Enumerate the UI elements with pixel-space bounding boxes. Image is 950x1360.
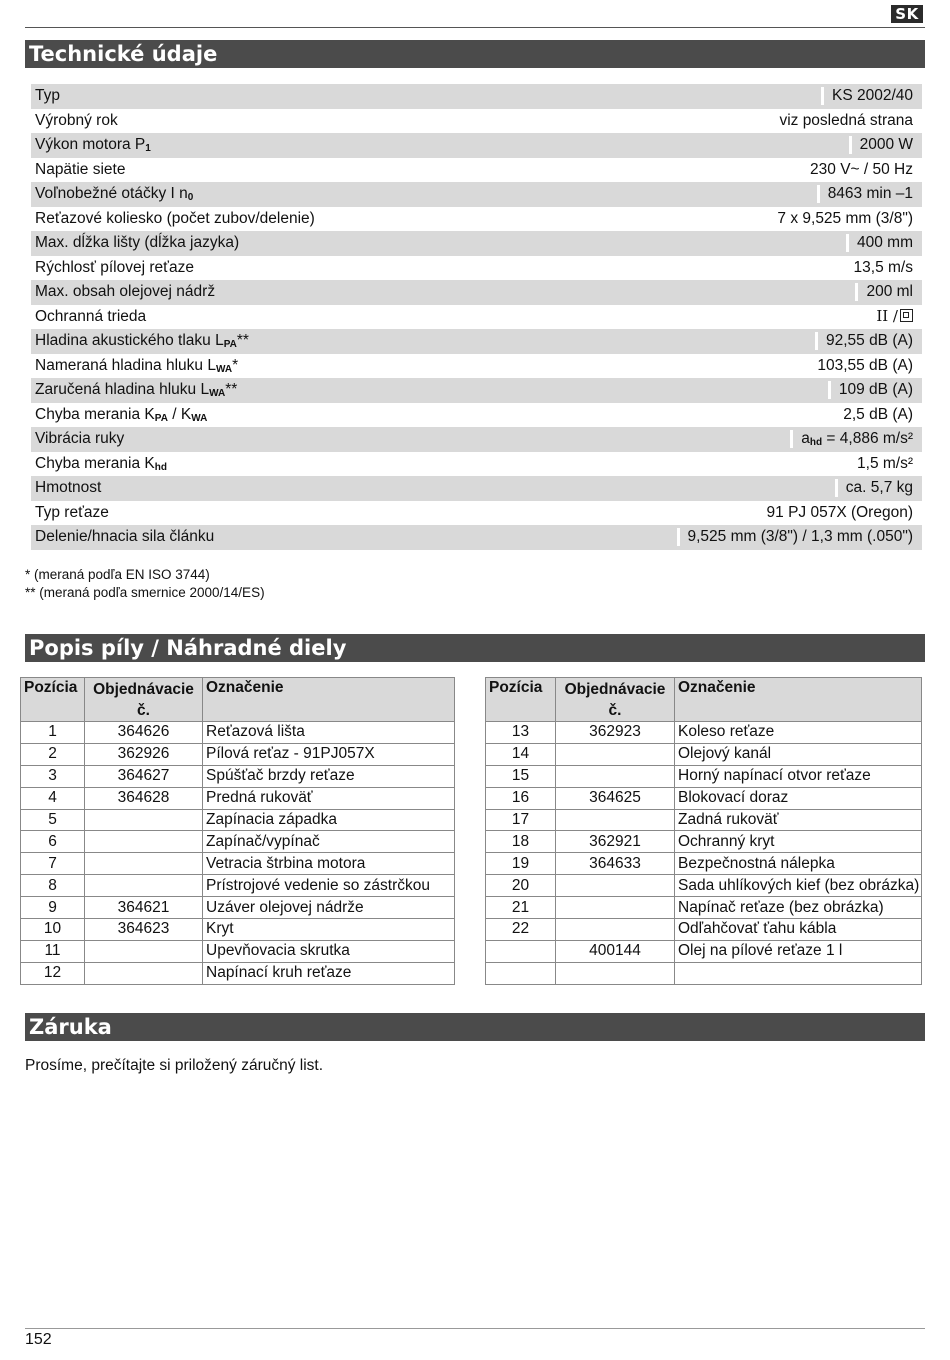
part-designation: Reťazová lišta: [203, 722, 455, 744]
spec-label: [35, 430, 124, 448]
spec-value: [790, 430, 913, 448]
table-row: [21, 743, 455, 765]
spec-label: [35, 161, 125, 179]
spec-row: [31, 476, 922, 501]
table-row: [21, 940, 455, 962]
part-designation: Blokovací doraz: [675, 787, 922, 809]
table-row: [486, 875, 922, 897]
part-order-number: [85, 875, 203, 897]
part-designation: Kryt: [203, 919, 455, 941]
spec-value-text: viz posledná strana: [779, 111, 913, 129]
part-position: 9: [21, 897, 85, 919]
part-designation: [675, 962, 922, 984]
part-position: 19: [486, 853, 556, 875]
spec-value: [677, 528, 914, 546]
top-rule: [25, 27, 925, 28]
part-order-number: 364627: [85, 765, 203, 787]
spec-label-suffix: **: [225, 381, 238, 399]
table-row: [21, 787, 455, 809]
spec-label: [35, 283, 215, 301]
spec-value-text: II /: [876, 307, 898, 326]
spec-value: [817, 185, 913, 203]
spec-value-text: 92,55 dB (A): [825, 332, 913, 350]
part-position: 7: [21, 853, 85, 875]
spec-label-subscript: PA: [154, 412, 168, 424]
part-designation: Napínač reťaze (bez obrázka): [675, 897, 922, 919]
footnotes: [25, 566, 265, 602]
part-order-number: [556, 765, 675, 787]
spec-label: [35, 504, 109, 522]
part-order-number: [556, 919, 675, 941]
double-insulation-icon: [900, 309, 913, 322]
spec-label-text: Výkon motora P: [35, 136, 146, 154]
table-row: [21, 831, 455, 853]
table-row: [21, 853, 455, 875]
part-order-number: 362923: [556, 722, 675, 744]
table-row: [21, 919, 455, 941]
spec-value: [815, 332, 913, 350]
part-designation: Zadná rukoväť: [675, 809, 922, 831]
part-designation: Pílová reťaz - 91PJ057X: [203, 743, 455, 765]
spec-value-text: 1,5 m/s²: [857, 454, 913, 472]
spec-label: [35, 455, 167, 473]
spec-row: [31, 158, 922, 183]
part-designation: Spúšťač brzdy reťaze: [203, 765, 455, 787]
spec-label-text: Ochranná trieda: [35, 307, 147, 325]
part-position: 3: [21, 765, 85, 787]
spec-row: [31, 109, 922, 134]
warranty-text: Prosíme, prečítajte si priložený záručný list.: [25, 1057, 324, 1074]
spec-label-text: Zaručená hladina hluku L: [35, 381, 210, 399]
part-designation: Upevňovacia skrutka: [203, 940, 455, 962]
spec-value-subscript: hd: [809, 437, 823, 449]
part-order-number: [556, 809, 675, 831]
spec-value: [846, 259, 913, 277]
spec-value-text: 9,525 mm (3/8") / 1,3 mm (.050"): [687, 528, 913, 546]
spec-label: [35, 406, 207, 424]
part-position: 6: [21, 831, 85, 853]
spec-label-suffix: *: [232, 356, 239, 374]
spec-label-text: Hladina akustického tlaku L: [35, 332, 224, 350]
parts-table-right: [485, 677, 922, 985]
spec-value-text: 200 ml: [866, 283, 913, 301]
table-row: [21, 897, 455, 919]
part-order-number: 362921: [556, 831, 675, 853]
part-designation: Horný napínací otvor reťaze: [675, 765, 922, 787]
part-order-number: [85, 853, 203, 875]
spec-label-text: Typ reťaze: [35, 503, 109, 521]
part-position: 5: [21, 809, 85, 831]
part-designation: Zapínač/vypínač: [203, 831, 455, 853]
spec-row: [31, 182, 922, 207]
part-order-number: 364626: [85, 722, 203, 744]
part-position: 2: [21, 743, 85, 765]
table-row: [486, 853, 922, 875]
spec-row: [31, 452, 922, 477]
part-designation: Odľahčovať ťahu kábla: [675, 919, 922, 941]
footnote: * (meraná podľa EN ISO 3744): [25, 567, 210, 582]
part-position: 11: [21, 940, 85, 962]
part-order-number: [556, 897, 675, 919]
spec-value-text: ca. 5,7 kg: [845, 479, 913, 497]
table-row: [486, 962, 922, 984]
part-order-number: [85, 809, 203, 831]
part-order-number: 364625: [556, 787, 675, 809]
spec-label-subscript: PA: [223, 339, 237, 351]
spec-label: [35, 87, 60, 105]
spec-label-text: Chyba merania K: [35, 405, 155, 423]
spec-value-text: 400 mm: [857, 234, 913, 252]
spec-row: [31, 403, 922, 428]
part-position: 10: [21, 919, 85, 941]
spec-label: [35, 528, 214, 546]
tech-section-title: Technické údaje: [25, 40, 925, 68]
part-designation: Ochranný kryt: [675, 831, 922, 853]
part-order-number: [556, 743, 675, 765]
spec-label-subscript: WA: [215, 363, 233, 375]
spec-label-text: Rýchlosť pílovej reťaze: [35, 258, 194, 276]
parts-section-title: Popis píly / Náhradné diely: [25, 634, 925, 662]
spec-value: [849, 455, 913, 473]
part-designation: Bezpečnostná nálepka: [675, 853, 922, 875]
spec-value: [855, 283, 913, 301]
spec-value-text: 91 PJ 057X (Oregon): [766, 503, 913, 521]
spec-row: [31, 305, 922, 330]
table-row: [486, 787, 922, 809]
spec-value: [809, 357, 913, 375]
table-row: [486, 722, 922, 744]
spec-label-text: Napätie siete: [35, 160, 126, 178]
spec-label-text: Vibrácia ruky: [35, 430, 125, 448]
spec-label: [35, 479, 101, 497]
spec-label-text: Chyba merania K: [35, 454, 155, 472]
part-designation: Uzáver olejovej nádrže: [203, 897, 455, 919]
parts-table-left: [20, 677, 455, 985]
footnote: ** (meraná podľa smernice 2000/14/ES): [25, 585, 265, 600]
spec-label-text: Voľnobežné otáčky I n: [35, 185, 188, 203]
spec-value: [835, 406, 913, 424]
spec-value-text: KS 2002/40: [831, 87, 913, 105]
spec-value: [821, 87, 913, 105]
part-order-number: 400144: [556, 940, 675, 962]
table-row: [486, 765, 922, 787]
spec-value: [849, 136, 913, 154]
part-position: 20: [486, 875, 556, 897]
header-order-number: Objednávacie č.: [556, 678, 675, 722]
part-order-number: 364623: [85, 919, 203, 941]
part-position: [486, 962, 556, 984]
header-designation: Označenie: [675, 678, 922, 722]
part-order-number: 362926: [85, 743, 203, 765]
spec-label-text: Nameraná hladina hluku L: [35, 356, 216, 374]
part-position: 17: [486, 809, 556, 831]
spec-value-text: = 4,886 m/s²: [822, 430, 913, 448]
spec-value: [828, 381, 913, 399]
spec-label-text: Typ: [35, 87, 60, 105]
header-position: Pozícia: [486, 678, 556, 722]
spec-row: [31, 207, 922, 232]
spec-value-text: 8463 min –1: [827, 185, 913, 203]
part-position: 1: [21, 722, 85, 744]
spec-row: [31, 501, 922, 526]
spec-label-subscript: WA: [191, 412, 208, 424]
page-number: 152: [25, 1331, 52, 1348]
part-position: [486, 940, 556, 962]
spec-label-text: Max. dĺžka lišty (dĺžka jazyka): [35, 234, 240, 252]
spec-label-text: Reťazové koliesko (počet zubov/delenie): [35, 209, 315, 227]
part-order-number: 364628: [85, 787, 203, 809]
tech-specs-table: [31, 84, 922, 550]
part-designation: Prístrojové vedenie so zástrčkou: [203, 875, 455, 897]
spec-row: [31, 256, 922, 281]
spec-label: [35, 210, 315, 228]
part-designation: Zapínacia západka: [203, 809, 455, 831]
spec-value: [835, 479, 913, 497]
spec-label: [35, 136, 151, 154]
spec-row: [31, 525, 922, 550]
table-row: [486, 831, 922, 853]
spec-value: [759, 504, 913, 522]
header-order-number: Objednávacie č.: [85, 678, 203, 722]
table-row: [486, 940, 922, 962]
spec-value: [771, 112, 913, 130]
spec-value-prefix: a: [801, 430, 810, 448]
table-row: [21, 765, 455, 787]
spec-value-text: 7 x 9,525 mm (3/8"): [777, 209, 913, 227]
part-position: 21: [486, 897, 556, 919]
part-order-number: [85, 962, 203, 984]
spec-row: [31, 427, 922, 452]
part-designation: Olej na pílové reťaze 1 l: [675, 940, 922, 962]
spec-value-text: 2,5 dB (A): [843, 405, 913, 423]
spec-label: [35, 357, 238, 375]
part-order-number: 364621: [85, 897, 203, 919]
header-position: Pozícia: [21, 678, 85, 722]
part-designation: Vetracia štrbina motora: [203, 853, 455, 875]
spec-row: [31, 354, 922, 379]
table-row: [486, 919, 922, 941]
part-designation: Koleso reťaze: [675, 722, 922, 744]
spec-row: [31, 133, 922, 158]
spec-label: [35, 308, 146, 326]
spec-label: [35, 234, 239, 252]
spec-row: [31, 280, 922, 305]
part-position: 18: [486, 831, 556, 853]
header-designation: Označenie: [203, 678, 455, 722]
spec-label-text: Delenie/hnacia sila článku: [35, 528, 215, 546]
part-designation: Napínací kruh reťaze: [203, 962, 455, 984]
spec-label-subscript: WA: [209, 388, 226, 400]
spec-value-text: 13,5 m/s: [853, 258, 913, 276]
spec-label: [35, 112, 118, 130]
spec-label-suffix: / K: [167, 405, 192, 423]
part-position: 16: [486, 787, 556, 809]
part-position: 22: [486, 919, 556, 941]
part-position: 13: [486, 722, 556, 744]
spec-label-subscript: hd: [154, 461, 167, 473]
spec-value: [802, 161, 913, 179]
spec-row: [31, 329, 922, 354]
table-row: [21, 875, 455, 897]
spec-value: [769, 210, 913, 228]
spec-label: [35, 259, 194, 277]
spec-label-suffix: **: [236, 332, 249, 350]
spec-row: [31, 84, 922, 109]
spec-value-text: 109 dB (A): [838, 381, 913, 399]
spec-label-subscript: 0: [187, 192, 194, 204]
language-badge: SK: [891, 5, 923, 23]
spec-label: [35, 185, 193, 203]
warranty-section-title: Záruka: [25, 1013, 925, 1041]
part-position: 12: [21, 962, 85, 984]
part-designation: Olejový kanál: [675, 743, 922, 765]
part-order-number: [85, 831, 203, 853]
spec-label-text: Hmotnost: [35, 479, 102, 497]
spec-label: [35, 332, 249, 350]
part-position: 8: [21, 875, 85, 897]
spec-label: [35, 381, 237, 399]
part-order-number: [556, 962, 675, 984]
spec-row: [31, 378, 922, 403]
part-designation: Sada uhlíkových kief (bez obrázka): [675, 875, 922, 897]
table-row: [486, 743, 922, 765]
part-order-number: 364633: [556, 853, 675, 875]
part-designation: Predná rukoväť: [203, 787, 455, 809]
table-row: [21, 722, 455, 744]
spec-label-subscript: 1: [145, 143, 151, 155]
table-row: [486, 897, 922, 919]
spec-value: [846, 234, 913, 252]
table-row: [21, 962, 455, 984]
spec-value-text: 230 V~ / 50 Hz: [810, 160, 913, 178]
part-position: 15: [486, 765, 556, 787]
part-position: 4: [21, 787, 85, 809]
part-position: 14: [486, 743, 556, 765]
table-row: [21, 809, 455, 831]
spec-value: [868, 307, 913, 326]
spec-label-text: Výrobný rok: [35, 111, 118, 129]
spec-value-text: 103,55 dB (A): [817, 356, 913, 374]
spec-label-text: Max. obsah olejovej nádrž: [35, 283, 216, 301]
bottom-rule: [25, 1328, 925, 1329]
part-order-number: [556, 875, 675, 897]
spec-value-text: 2000 W: [859, 136, 913, 154]
spec-row: [31, 231, 922, 256]
part-order-number: [85, 940, 203, 962]
table-row: [486, 809, 922, 831]
